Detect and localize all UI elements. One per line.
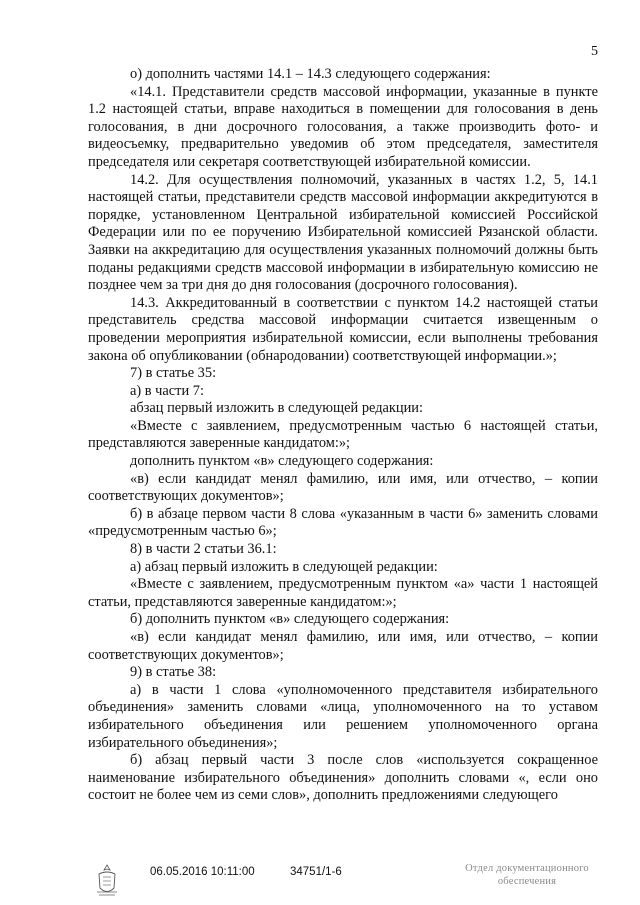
department-stamp — [452, 862, 602, 888]
paragraph: абзац первый изложить в следующей редакции: — [130, 400, 424, 417]
paragraph: а) в части 1 слова «уполномоченного представителя избирательного объединения» заменить словами «лица, уполномоченного на то уставом избирательного объединения или решением уполномоченного органа избирательного объединения»; — [88, 681, 598, 751]
paragraph: б) в абзаце первом части 8 слова «указанным в части 6» заменить словами «предусмотренным частью 6»; — [88, 505, 598, 540]
paragraph: б) дополнить пунктом «в» следующего содержания: — [130, 611, 450, 628]
page-footer — [0, 862, 640, 902]
paragraph: «в) если кандидат менял фамилию, или имя, или отчество, – копии соответствующих документов»; — [88, 629, 598, 663]
footer-document-code: 34751/1-6 — [290, 866, 342, 878]
paragraph: «14.1. Представители средств массовой информации, указанные в пункте 1.2 настоящей статьи, вправе находиться в помещении для голосования в день голосования, в дни досрочного голосования, а также производить фото- и видеосъемку, предварительно уведомив об этом председателя, заместителя председателя или секретаря соответствующей избирательной комиссии. — [88, 83, 598, 170]
paragraph: б) абзац первый части 3 после слов «используется сокращенное наименование избирательного объединения» дополнить словами «, если оно состоит не более чем из семи слов», дополнить предложениями следующего — [88, 752, 598, 804]
paragraph: 8) в части 2 статьи 36.1: — [130, 541, 277, 558]
paragraph: «в) если кандидат менял фамилию, или имя, или отчество, – копии соответствующих документов»; — [88, 470, 598, 505]
page-number: 5 — [591, 44, 598, 59]
department-stamp-line: Отдел документационного — [465, 863, 589, 874]
footer-date: 06.05.2016 10:11:00 — [150, 866, 255, 878]
paragraph: 14.3. Аккредитованный в соответствии с пунктом 14.2 настоящей статьи представитель средства массовой информации считается извещенным о проведении мероприятия избирательной комиссии, если выполнены требования закона об опубликовании (обнародовании) соответствующей информации.»; — [88, 294, 598, 364]
paragraph: 9) в статье 38: — [130, 664, 217, 681]
paragraph: «Вместе с заявлением, предусмотренным пунктом «а» части 1 настоящей статьи, представляются заверенные кандидатом:»; — [88, 576, 598, 610]
paragraph: 14.2. Для осуществления полномочий, указанных в частях 1.2, 5, 14.1 настоящей статьи, представители средств массовой информации аккредитуются в порядке, установленном Центральной избирательной комиссией Российской Федерации или по ее поручению Избирательной комиссией Рязанской области. Заявки на аккредитацию для осуществления указанных полномочий должны быть поданы редакциями средств массовой информации в избирательную комиссию не позднее чем за три дня до дня голосования (досрочного голосования). — [88, 171, 598, 294]
department-stamp-line: обеспечения — [497, 876, 557, 887]
paragraph: а) в части 7: — [130, 382, 204, 399]
coat-of-arms-icon — [94, 862, 120, 898]
paragraph: а) абзац первый изложить в следующей редакции: — [130, 558, 438, 575]
document-body — [88, 66, 598, 805]
paragraph: о) дополнить частями 14.1 – 14.3 следующего содержания: — [130, 66, 491, 82]
paragraph: «Вместе с заявлением, предусмотренным частью 6 настоящей статьи, представляются заверенные кандидатом:»; — [88, 417, 598, 452]
paragraph: 7) в статье 35: — [130, 365, 217, 382]
paragraph: дополнить пунктом «в» следующего содержания: — [130, 453, 434, 470]
